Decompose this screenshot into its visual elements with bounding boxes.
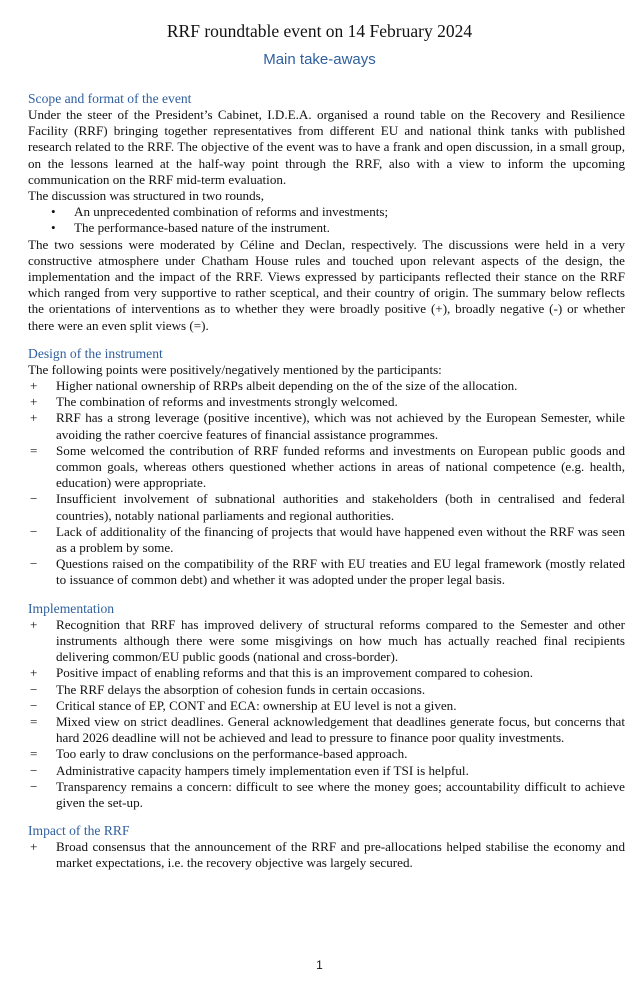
orientation-symbol: − <box>30 556 38 572</box>
list-item <box>28 665 625 681</box>
list-item <box>28 220 625 236</box>
list-item-text: Recognition that RRF has improved delivery of structural reforms compared to the Semester and other instruments although there were some misgivings on how much has actually reached final recipients delivering common/EU public goods (national and cross-border). <box>56 616 625 665</box>
list-item-text: The RRF delays the absorption of cohesion funds in certain occasions. <box>56 681 426 697</box>
orientation-symbol: − <box>30 778 38 794</box>
list-item <box>28 746 625 762</box>
list-item-text: An unprecedented combination of reforms and investments; <box>74 204 389 220</box>
list-item <box>28 714 625 746</box>
orientation-symbol: − <box>30 491 38 507</box>
list-item <box>28 839 625 871</box>
section-design <box>28 345 625 589</box>
scope-paragraph-3: The two sessions were moderated by Céline and Declan, respectively. The discussions were held in a very constructive atmosphere under Chatham House rules and touched upon relevant aspects of the design, the implementation and the impact of the RRF. Views expressed by participants reflected their stance on the RRF which ranged from very supportive to rather sceptical, and their country of origin. The summary below reflects the orientations of interventions as to whether they were broadly positive (+), broadly negative (-) or whether there were an even split views (=). <box>28 236 625 333</box>
list-item-text: The combination of reforms and investments strongly welcomed. <box>56 394 398 410</box>
orientation-symbol: + <box>30 665 38 681</box>
orientation-symbol: = <box>30 713 38 729</box>
list-item-text: Lack of additionality of the financing of projects that would have happened even without the RRF was seen as a problem by some. <box>56 523 625 556</box>
list-item-text: Positive impact of enabling reforms and that this is an improvement compared to cohesion. <box>56 665 534 681</box>
document-body <box>28 90 625 883</box>
bullet-icon: • <box>51 204 56 220</box>
orientation-symbol: − <box>30 523 38 539</box>
list-item-text: Broad consensus that the announcement of the RRF and pre-allocations helped stabilise the economy and market expectations, i.e. the recovery objective was largely secured. <box>56 839 625 871</box>
orientation-symbol: + <box>30 394 38 410</box>
section-heading-scope: Scope and format of the event <box>28 91 192 106</box>
list-item-text: Some welcomed the contribution of RRF funded reforms and investments on European public goods and common goals, whereas others questioned whether actions in areas of national competence (e.g. health, education) were appropriate. <box>56 442 625 491</box>
list-item <box>28 394 625 410</box>
scope-bullet-list <box>28 204 625 236</box>
section-impact <box>28 822 625 871</box>
orientation-symbol: − <box>30 762 38 778</box>
list-item <box>28 491 625 523</box>
design-intro: The following points were positively/negatively mentioned by the participants: <box>28 361 442 377</box>
scope-paragraph-2: The discussion was structured in two rounds, <box>28 188 265 204</box>
list-item-text: RRF has a strong leverage (positive incentive), which was not achieved by the European Semester, while avoiding the rather coercive features of financial assistance programmes. <box>56 410 625 442</box>
list-item-text: Insufficient involvement of subnational authorities and stakeholders (both in centralised and federal countries), notably national parliaments and regional authorities. <box>56 491 625 523</box>
list-item-text: Administrative capacity hampers timely implementation even if TSI is helpful. <box>56 762 469 778</box>
orientation-symbol: = <box>30 746 38 762</box>
list-item-text: Mixed view on strict deadlines. General acknowledgement that deadlines generate focus, but concerns that hard 2026 deadline will not be achieved and lead to pressure to finance poor quality investments. <box>56 713 625 746</box>
orientation-symbol: − <box>30 681 38 697</box>
list-item <box>28 698 625 714</box>
list-item <box>28 556 625 588</box>
section-heading-design: Design of the instrument <box>28 345 163 361</box>
section-implementation <box>28 600 625 811</box>
list-item <box>28 410 625 442</box>
orientation-symbol: − <box>30 697 38 713</box>
page-number: 1 <box>316 958 323 972</box>
list-item <box>28 524 625 556</box>
document-subtitle: Main take-aways <box>263 51 376 68</box>
list-item <box>28 204 625 220</box>
orientation-symbol: + <box>30 616 38 632</box>
document-title: RRF roundtable event on 14 February 2024 <box>166 21 473 41</box>
list-item <box>28 779 625 811</box>
list-item-text: Critical stance of EP, CONT and ECA: ownership at EU level is not a given. <box>56 697 457 713</box>
orientation-symbol: + <box>30 410 38 426</box>
list-item <box>28 763 625 779</box>
list-item <box>28 443 625 492</box>
list-item-text: Too early to draw conclusions on the performance-based approach. <box>56 746 408 762</box>
list-item-text: The performance-based nature of the instrument. <box>74 220 330 236</box>
list-item-text: Questions raised on the compatibility of the RRF with EU treaties and EU legal framework (mostly related to issuance of common debt) and whether it was adopted under the proper legal basis. <box>56 556 625 588</box>
list-item <box>28 617 625 666</box>
scope-paragraph-1: Under the steer of the President’s Cabinet, I.D.E.A. organised a round table on the Recovery and Resilience Facility (RRF) bringing together representatives from different EU and national think tanks with published research related to the RRF. The objective of the event was to have a frank and open discussion, in a small group, on the lessons learned at the half-way point through the RRF, also with a view to inform the upcoming communication on the RRF mid-term evaluation. <box>28 107 625 187</box>
section-heading-impact: Impact of the RRF <box>28 823 130 839</box>
orientation-symbol: + <box>30 378 38 394</box>
section-heading-implementation: Implementation <box>28 600 115 616</box>
orientation-symbol: = <box>30 442 38 458</box>
orientation-symbol: + <box>30 839 38 855</box>
list-item <box>28 682 625 698</box>
bullet-icon: • <box>51 220 56 236</box>
list-item <box>28 378 625 394</box>
list-item-text: Transparency remains a concern: difficult to see where the money goes; accountability difficult to achieve given the set-up. <box>56 778 625 810</box>
list-item-text: Higher national ownership of RRPs albeit depending on the of the size of the allocation. <box>56 378 518 394</box>
section-scope <box>28 90 625 334</box>
